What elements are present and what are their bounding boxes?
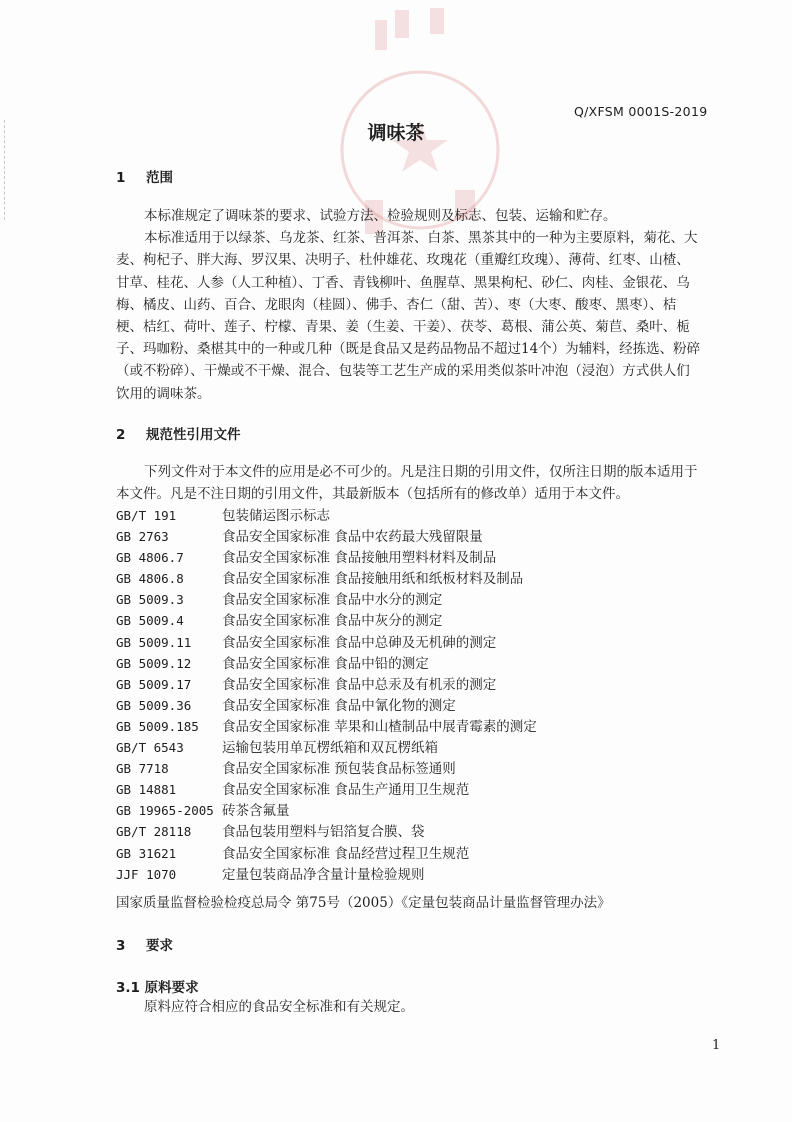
reference-code: GB 5009.36	[116, 697, 192, 713]
paragraph-line: 下列文件对于本文件的应用是必不可少的。凡是注日期的引用文件，仅所注日期的版本适用于	[144, 464, 698, 480]
reference-row	[116, 758, 736, 779]
reference-code: GB 31621	[116, 845, 177, 861]
reference-row	[116, 864, 736, 885]
reference-code: GB 19965-2005	[116, 803, 214, 819]
reference-code: GB 5009.17	[116, 676, 192, 692]
reference-row	[116, 526, 736, 547]
reference-title: 食品安全国家标准 食品中总砷及无机砷的测定	[222, 634, 497, 651]
paragraph-line: 子、玛咖粉、桑椹其中的一种或几种（既是食品又是药品物品不超过14个）为辅料，经拣选、粉碎	[116, 341, 701, 358]
reference-code: GB 5009.185	[116, 718, 199, 734]
reference-row	[116, 610, 736, 631]
reference-title: 食品安全国家标准 食品中铅的测定	[222, 655, 429, 672]
reference-title: 食品包装用塑料与铝箔复合膜、袋	[222, 824, 425, 841]
section-2-intro	[116, 461, 720, 505]
reference-title: 食品安全国家标准 食品接触用塑料材料及制品	[222, 550, 497, 567]
reference-row	[116, 568, 736, 589]
section-1-body	[116, 205, 720, 405]
reference-code: GB 14881	[116, 782, 177, 798]
reference-title: 运输包装用单瓦楞纸箱和双瓦楞纸箱	[222, 740, 438, 757]
subsection-3-1-heading	[116, 976, 199, 996]
reference-code: GB 2763	[116, 529, 169, 545]
paragraph-line: （或不粉碎）、干燥或不干燥、混合、包装等工艺生产成的采用类似茶叶冲泡（浸泡）方式供人们	[116, 363, 690, 380]
standard-code: Q/XFSM 0001S-2019	[574, 104, 708, 119]
section-title: 要求	[146, 938, 173, 954]
paragraph-line: 本标准规定了调味茶的要求、试验方法、检验规则及标志、包装、运输和贮存。	[144, 208, 617, 224]
paragraph-line: 梅、橘皮、山药、百合、龙眼肉（桂圆）、佛手、杏仁（甜、苦）、枣（大枣、酸枣、黑枣）、桔	[116, 296, 677, 313]
paragraph-line: 原料应符合相应的食品安全标准和有关规定。	[144, 999, 414, 1015]
reference-row	[116, 695, 736, 716]
reference-title: 定量包装商品净含量计量检验规则	[222, 866, 425, 883]
section-number: 3	[116, 938, 126, 954]
reference-code: GB 5009.4	[116, 613, 184, 629]
section-2-heading	[116, 423, 241, 443]
reference-code: GB 7718	[116, 761, 169, 777]
paragraph-line: 本文件。凡是不注日期的引用文件，其最新版本（包括所有的修改单）适用于本文件。	[116, 486, 629, 503]
reference-code: JJF 1070	[116, 866, 177, 882]
reference-code: GB 4806.8	[116, 571, 184, 587]
section-title: 规范性引用文件	[146, 427, 241, 443]
reference-title: 食品安全国家标准 预包装食品标签通则	[222, 761, 456, 778]
paragraph-line: 梗、桔红、荷叶、莲子、柠檬、青果、姜（生姜、干姜）、茯苓、葛根、蒲公英、菊苣、桑叶、栀	[116, 319, 690, 336]
reference-row	[116, 779, 736, 800]
reference-title: 包装储运图示标志	[222, 508, 330, 524]
paragraph-line: 饮用的调味茶。	[116, 385, 211, 402]
reference-row	[116, 737, 736, 758]
reference-row	[116, 632, 736, 653]
normative-reference-list	[116, 505, 736, 885]
section-number: 1	[116, 170, 126, 186]
page-number: 1	[712, 1038, 721, 1053]
section-3-heading	[116, 934, 173, 954]
subsection-number: 3.1	[116, 980, 140, 996]
reference-code: GB 5009.12	[116, 655, 192, 671]
reference-row	[116, 843, 736, 864]
reference-row	[116, 653, 736, 674]
reference-row	[116, 716, 736, 737]
section-1-heading	[116, 166, 173, 186]
reference-title: 食品安全国家标准 食品中氰化物的测定	[222, 697, 456, 714]
paragraph-line: 甘草、桂花、人参（人工种植）、丁香、青钱柳叶、鱼腥草、黑果枸杞、砂仁、肉桂、金银花、乌	[116, 274, 690, 291]
reference-title: 食品安全国家标准 食品生产通用卫生规范	[222, 782, 470, 799]
reference-row	[116, 505, 736, 526]
reference-row	[116, 674, 736, 695]
reference-code: GB/T 191	[116, 508, 177, 523]
document-title: 调味茶	[367, 122, 425, 144]
reference-row	[116, 800, 736, 821]
reference-code: GB/T 28118	[116, 824, 192, 840]
reference-row	[116, 547, 736, 568]
paragraph-line: 本标准适用于以绿茶、乌龙茶、红茶、普洱茶、白茶、黑茶其中的一种为主要原料，菊花、大	[144, 230, 698, 247]
paragraph-line: 麦、枸杞子、胖大海、罗汉果、决明子、杜仲雄花、玫瑰花（重瓣红玫瑰）、薄荷、红枣、山楂、	[116, 252, 690, 269]
reference-title: 食品安全国家标准 食品接触用纸和纸板材料及制品	[222, 571, 524, 588]
subsection-3-1-body	[116, 996, 720, 1018]
reference-title: 食品安全国家标准 食品中水分的测定	[222, 592, 443, 609]
reference-code: GB 5009.3	[116, 592, 184, 608]
reference-code: GB 4806.7	[116, 550, 184, 566]
reference-title: 食品安全国家标准 食品经营过程卫生规范	[222, 845, 470, 862]
section-number: 2	[116, 427, 126, 443]
reference-row	[116, 821, 736, 842]
reference-title: 食品安全国家标准 食品中总汞及有机汞的测定	[222, 676, 497, 693]
reference-code: GB 5009.11	[116, 634, 192, 650]
section-title: 范围	[146, 170, 173, 186]
reference-row	[116, 589, 736, 610]
reference-title: 砖茶含氟量	[222, 803, 290, 820]
reference-code: GB/T 6543	[116, 740, 184, 756]
reference-title: 食品安全国家标准 食品中农药最大残留限量	[222, 529, 483, 546]
reference-title: 食品安全国家标准 食品中灰分的测定	[222, 613, 443, 630]
reference-title: 食品安全国家标准 苹果和山楂制品中展青霉素的测定	[222, 718, 537, 735]
subsection-title: 原料要求	[144, 980, 199, 996]
decree-reference: 国家质量监督检验检疫总局令 第75号（2005）《定量包装商品计量监督管理办法》	[116, 895, 611, 911]
